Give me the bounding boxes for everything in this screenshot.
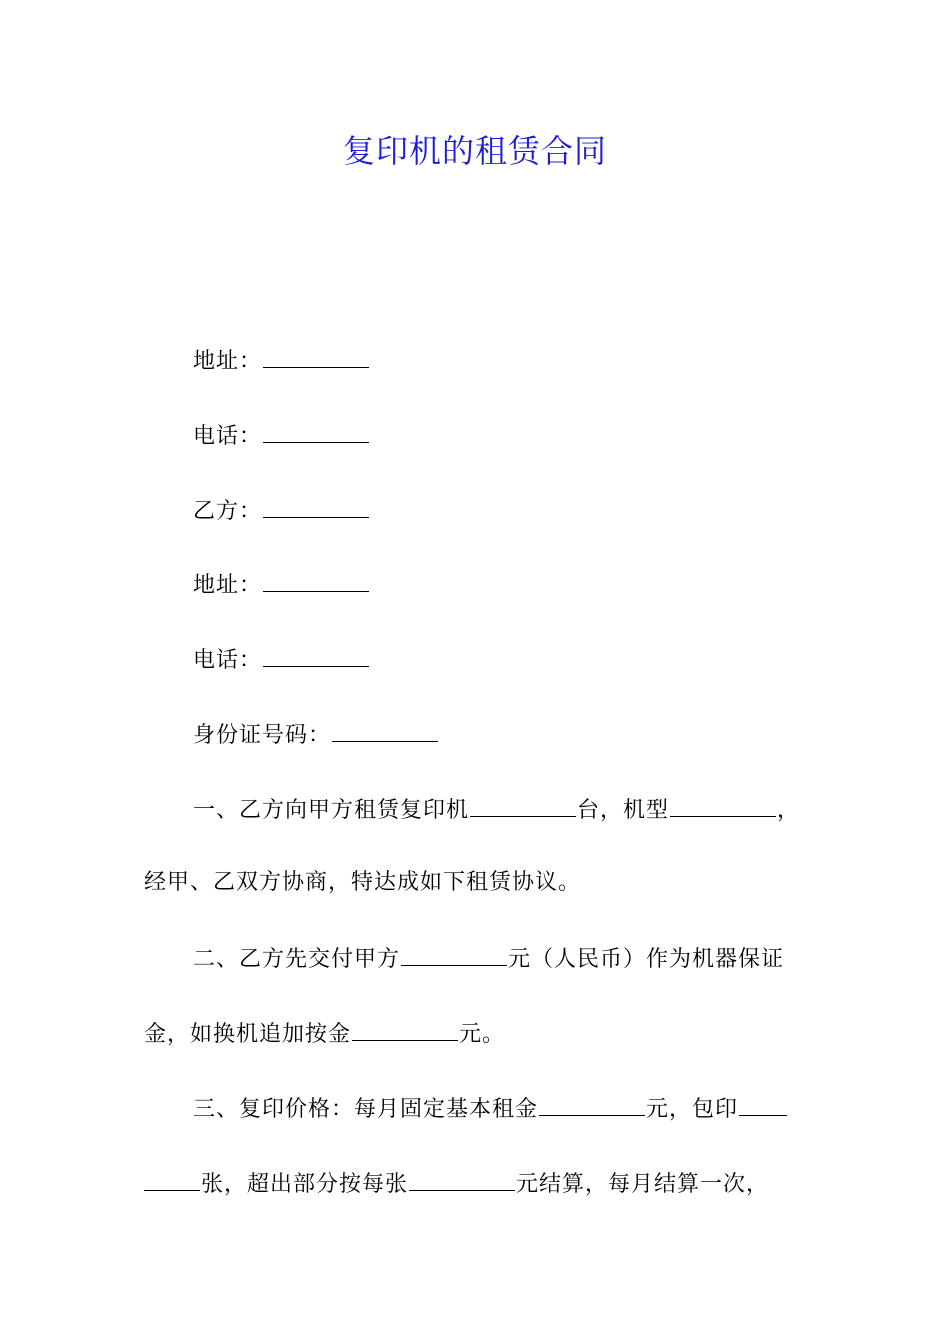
clause-text: 元。 xyxy=(459,1022,506,1047)
field-label: 乙方： xyxy=(193,499,263,524)
fill-in-blank[interactable] xyxy=(670,788,776,817)
fill-in-blank[interactable] xyxy=(352,1012,458,1041)
clause-text: 一、乙方向甲方租赁复印机 xyxy=(193,798,470,823)
clause-3-line-1 xyxy=(144,1087,873,1130)
clause-text: 元，包印 xyxy=(646,1097,739,1122)
clause-text: ， xyxy=(777,798,801,823)
fill-in-blank[interactable] xyxy=(263,339,369,368)
fill-in-blank[interactable] xyxy=(539,1087,645,1116)
clause-text: 元结算，每月结算一次， xyxy=(516,1172,770,1197)
fill-in-blank[interactable] xyxy=(332,713,438,742)
field-phone-a xyxy=(144,414,873,457)
fill-in-blank[interactable] xyxy=(401,937,507,966)
fill-in-blank[interactable] xyxy=(263,638,369,667)
clause-text: 金，如换机追加按金 xyxy=(144,1022,352,1047)
field-party-b xyxy=(144,489,873,532)
clause-3-line-2 xyxy=(144,1162,824,1205)
clause-text: 张，超出部分按每张 xyxy=(201,1172,409,1197)
clause-text: 经甲、乙双方协商，特达成如下租赁协议。 xyxy=(144,870,582,895)
clause-1-line-1 xyxy=(144,788,873,831)
fill-in-blank[interactable] xyxy=(263,414,369,443)
fill-in-blank[interactable] xyxy=(470,788,576,817)
clause-text: 台，机型 xyxy=(577,798,670,823)
clause-text: 二、乙方先交付甲方 xyxy=(193,947,401,972)
field-label: 电话： xyxy=(193,648,263,673)
fill-in-blank[interactable] xyxy=(263,489,369,518)
field-label: 地址： xyxy=(193,349,263,374)
field-label: 电话： xyxy=(193,424,263,449)
field-id-number xyxy=(144,713,873,756)
field-label: 地址： xyxy=(193,573,263,598)
clause-2-line-1 xyxy=(144,937,873,980)
field-address-a xyxy=(144,339,873,382)
document-title: 复印机的租赁合同 xyxy=(342,132,607,170)
fill-in-blank[interactable] xyxy=(409,1162,515,1191)
fill-in-blank[interactable] xyxy=(739,1087,787,1116)
clause-2-line-2 xyxy=(144,1012,824,1055)
fill-in-blank[interactable] xyxy=(144,1162,200,1191)
field-label: 身份证号码： xyxy=(193,723,332,748)
clause-text: 三、复印价格：每月固定基本租金 xyxy=(193,1097,539,1122)
field-address-b xyxy=(144,563,873,606)
clause-text: 元（人民币）作为机器保证 xyxy=(508,947,785,972)
field-phone-b xyxy=(144,638,873,681)
clause-1-line-2 xyxy=(144,863,824,903)
fill-in-blank[interactable] xyxy=(263,563,369,592)
